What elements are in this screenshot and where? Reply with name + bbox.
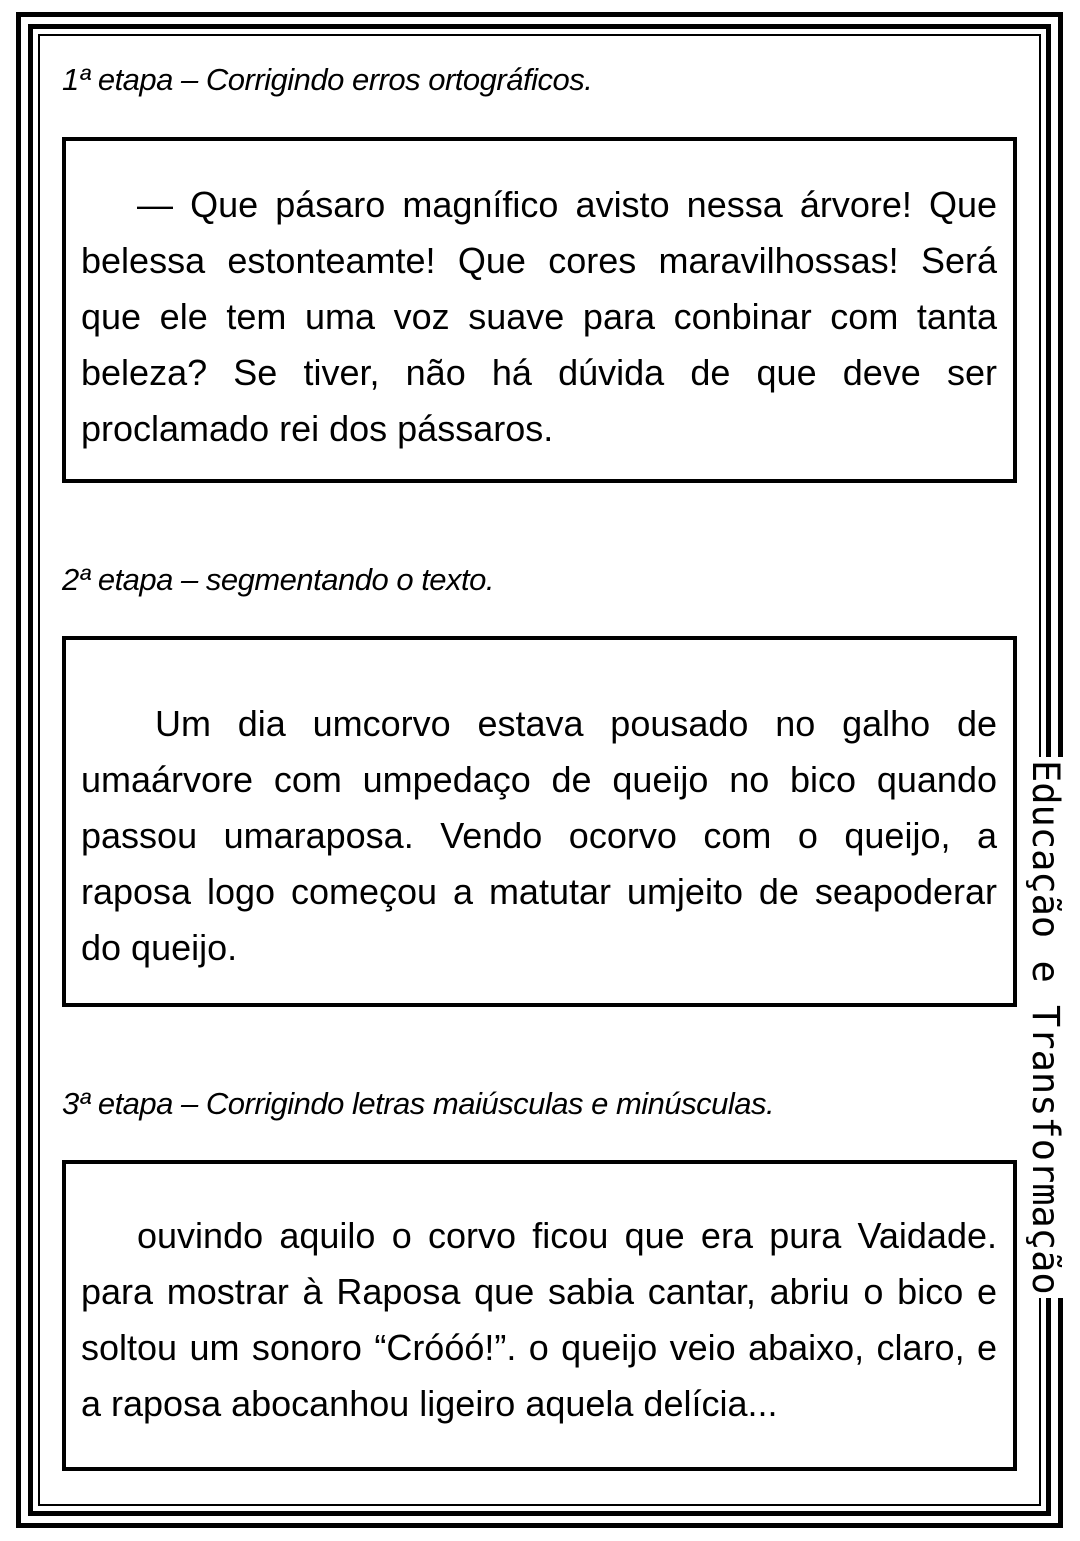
stage-1-text-box bbox=[62, 137, 1017, 483]
stage-1-title: 1ª etapa – Corrigindo erros ortográficos. bbox=[62, 62, 593, 97]
brand-watermark: Educação e Transformação bbox=[1026, 757, 1064, 1298]
stage-2-title: 2ª etapa – segmentando o texto. bbox=[62, 562, 495, 597]
stage-3-text-box bbox=[62, 1160, 1017, 1471]
stage-2-text: Um dia umcorvo estava pousado no galho de umaárvore com umpedaço de queijo no bico quando passou umaraposa. Vendo ocorvo com o queijo, a raposa logo começou a matutar umjeito de seapoderar do queijo. bbox=[81, 703, 997, 968]
stage-3-text: ouvindo aquilo o corvo ficou que era pura Vaidade. para mostrar à Raposa que sabia cantar, abriu o bico e soltou um sonoro “Cróóó!”. o queijo veio abaixo, claro, e a raposa abocanhou ligeiro aquela delícia... bbox=[81, 1215, 997, 1424]
stage-1-text: — Que pásaro magnífico avisto nessa árvore! Que belessa estonteamte! Que cores maravilhossas! Será que ele tem uma voz suave para conbinar com tanta beleza? Se tiver, não há dúvida de que deve ser proclamado rei dos pássaros. bbox=[81, 184, 997, 449]
stage-2-text-box bbox=[62, 636, 1017, 1007]
stage-3-title: 3ª etapa – Corrigindo letras maiúsculas e minúsculas. bbox=[62, 1086, 775, 1121]
